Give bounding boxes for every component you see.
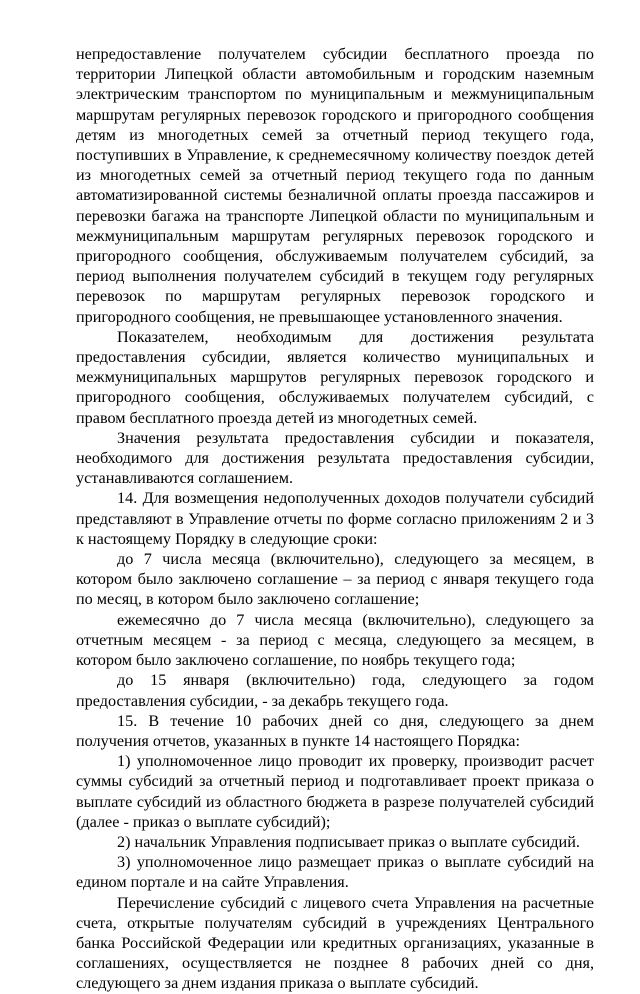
- paragraph-continuation: непредоставление получателем субсидии бесплатного проезда по территории Липецкой области автомобильным и городским наземным электрическим транспортом по муниципальным и межмуниципальным маршрутам регулярных перевозок городского и пригородного сообщения детям из многодетных семей за отчетный период текущего года, поступивших в Управление, к среднемесячному количеству поездок детей из многодетных семей за отчетный период текущего года по данным автоматизированной системы безналичной оплаты проезда пассажиров и перевозки багажа на транспорте Липецкой области по муниципальным и межмуниципальным маршрутам регулярных перевозок городского и пригородного сообщения, обслуживаемым получателем субсидий, за период выполнения получателем субсидий в текущем году регулярных перевозок по маршрутам регулярных перевозок городского и пригородного сообщения, не превышающее установленного значения.: [76, 45, 594, 326]
- paragraph-deadline-2: ежемесячно до 7 числа месяца (включительно), следующего за отчетным месяцем - за период с месяца, следующего за месяцем, в котором было заключено соглашение, по ноябрь текущего года;: [76, 610, 594, 670]
- document-page: [76, 44, 594, 994]
- paragraph-item-15: 15. В течение 10 рабочих дней со дня, следующего за днем получения отчетов, указанных в пункте 14 настоящего Порядка:: [76, 711, 594, 750]
- paragraph-transfer: Перечисление субсидий с лицевого счета Управления на расчетные счета, открытые получателям субсидий в учреждениях Центрального банка Российской Федерации или кредитных организациях, указанные в соглашениях, осуществляется не позднее 8 рабочих дней со дня, следующего за днем издания приказа о выплате субсидий.: [76, 893, 594, 993]
- paragraph-step-3: 3) уполномоченное лицо размещает приказ о выплате субсидий на едином портале и на сайте Управления.: [76, 853, 594, 892]
- paragraph-item-14: 14. Для возмещения недополученных доходов получатели субсидий представляют в Управление отчеты по форме согласно приложениям 2 и 3 к настоящему Порядку в следующие сроки:: [76, 489, 594, 548]
- paragraph-deadline-1: до 7 числа месяца (включительно), следующего за месяцем, в котором было заключено соглашение – за период с января текущего года по месяц, в котором было заключено соглашение;: [76, 550, 594, 609]
- paragraph-step-2: 2) начальник Управления подписывает приказ о выплате субсидий.: [117, 832, 580, 851]
- paragraph-deadline-3: до 15 января (включительно) года, следующего за годом предоставления субсидии, - за декабрь текущего года.: [76, 671, 594, 710]
- paragraph-indicator: Показателем, необходимым для достижения результата предоставления субсидии, является количество муниципальных и межмуниципальных маршрутов регулярных перевозок городского и пригородного сообщения, обслуживаемых получателем субсидий, с правом бесплатного проезда детей из многодетных семей.: [76, 327, 594, 427]
- paragraph-values: Значения результата предоставления субсидии и показателя, необходимого для достижения результата предоставления субсидии, устанавливаются соглашением.: [76, 428, 594, 488]
- paragraph-step-1: 1) уполномоченное лицо проводит их проверку, производит расчет суммы субсидий за отчетный период и подготавливает проект приказа о выплате субсидий из областного бюджета в разрезе получателей субсидий (далее - приказ о выплате субсидий);: [76, 752, 594, 831]
